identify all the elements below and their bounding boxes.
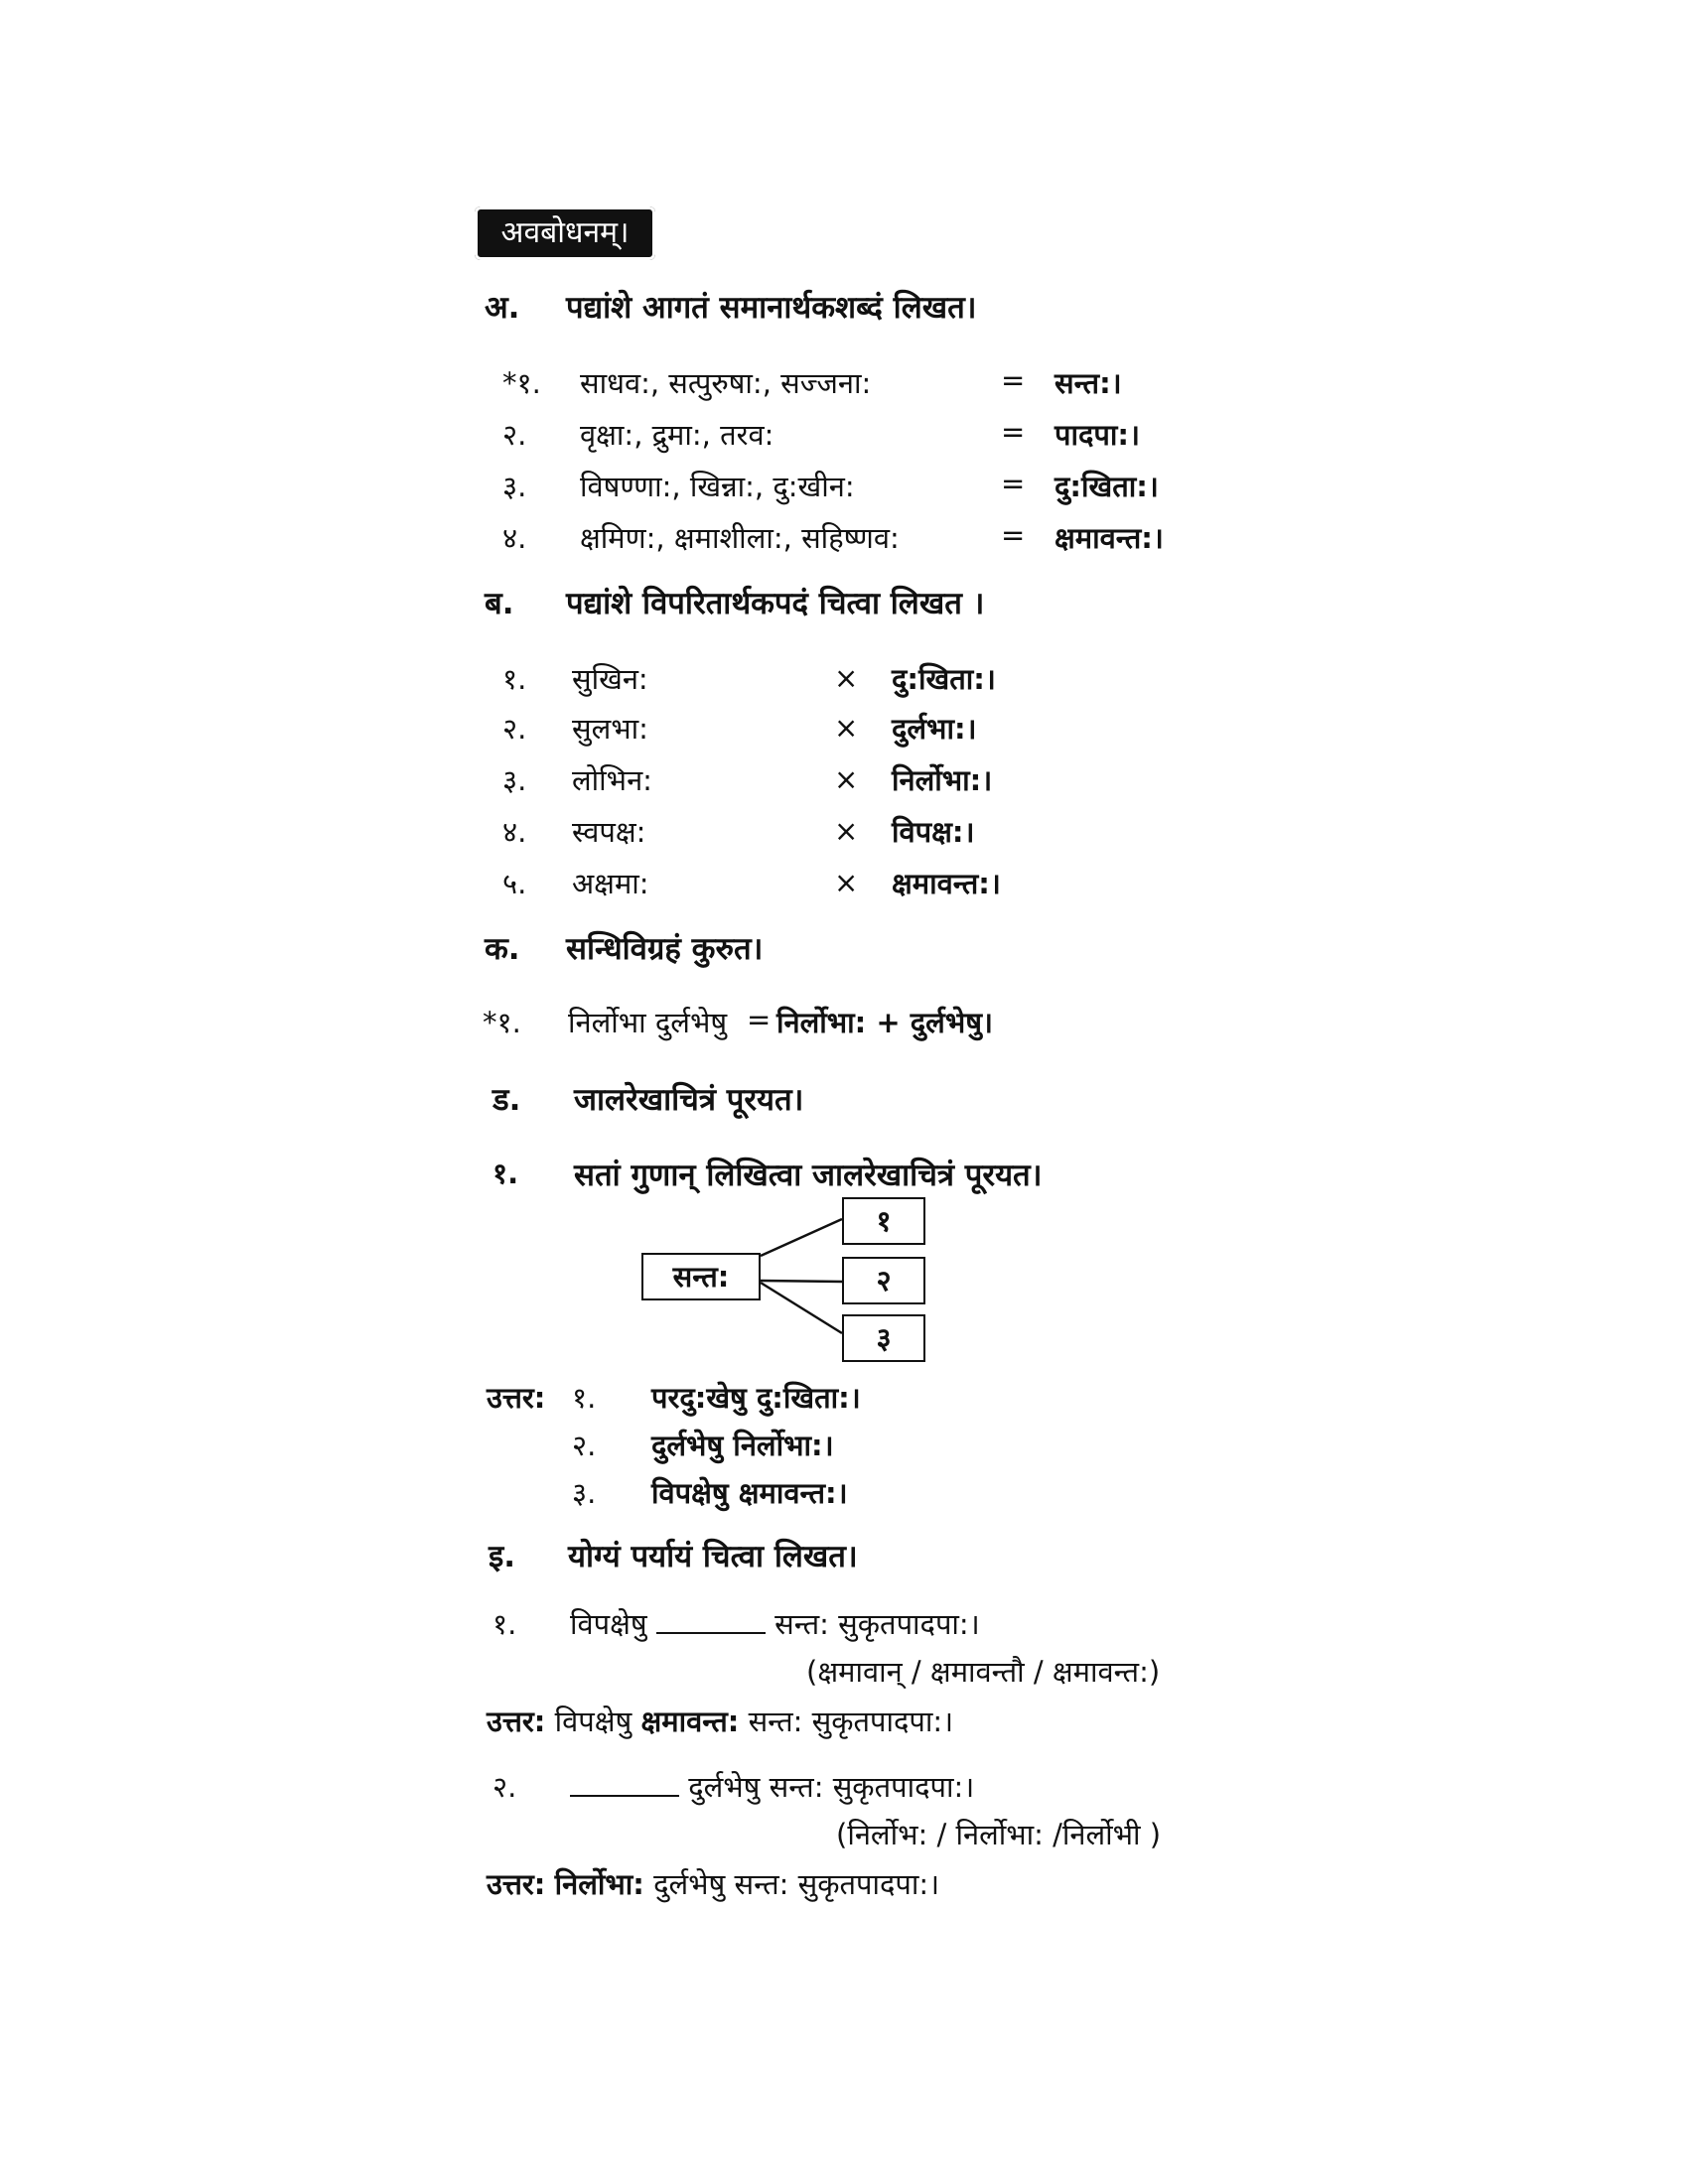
- diagram-box-3: ३: [842, 1314, 925, 1362]
- a-item-4-eq: =: [1001, 518, 1026, 552]
- section-e-letter: इ.: [489, 1539, 515, 1574]
- a-item-2-num: २.: [502, 418, 527, 452]
- c-item-num: *१.: [483, 1006, 521, 1039]
- a-item-1-num: *१.: [502, 366, 541, 400]
- section-c-title: सन्धिविग्रहं कुरुत।: [566, 931, 764, 967]
- diagram-center-box: सन्त:: [641, 1253, 761, 1300]
- e-item-1-options: (क्षमावान् / क्षमावन्तौ / क्षमावन्त:): [806, 1655, 1161, 1689]
- e-item-1-after: सन्त: सुकृतपादपा:।: [774, 1607, 980, 1641]
- a-item-1-words: साधव:, सत्पुरुषा:, सज्जना:: [580, 366, 872, 400]
- b-item-4-num: ४.: [502, 815, 527, 849]
- b-item-3-sym: ×: [834, 762, 859, 796]
- b-item-1-sym: ×: [834, 661, 859, 695]
- section-b-letter: ब.: [485, 586, 514, 621]
- a-item-2-eq: =: [1001, 415, 1026, 449]
- e-item-1-num: १.: [492, 1607, 517, 1641]
- e-item-1-answer: [487, 1702, 953, 1740]
- a-item-3-words: विषण्णा:, खिन्ना:, दु:खीन:: [580, 470, 855, 503]
- a-item-2-words: वृक्षा:, द्रुमा:, तरव:: [580, 418, 774, 452]
- b-item-3-num: ३.: [502, 763, 527, 797]
- section-d-title: जालरेखाचित्रं पूरयत।: [574, 1082, 804, 1118]
- a-item-4-num: ४.: [502, 521, 527, 555]
- d-answer-label: उत्तर:: [487, 1381, 546, 1415]
- section-a-title: पद्यांशे आगतं समानार्थकशब्दं लिखत।: [566, 290, 977, 326]
- d-answer-1: परदु:खेषु दु:खिता:।: [651, 1381, 861, 1415]
- d-answer-1-num: १.: [572, 1381, 597, 1415]
- b-item-2-num: २.: [502, 712, 527, 746]
- a-item-1-eq: =: [1001, 363, 1026, 397]
- d-answer-2: दुर्लभेषु निर्लोभा:।: [651, 1429, 834, 1462]
- diagram-box-2: २: [842, 1257, 925, 1304]
- b-item-4-answer: विपक्ष:।: [892, 815, 975, 849]
- d-answer-3: विपक्षेषु क्षमावन्त:।: [651, 1476, 848, 1510]
- a-item-3-eq: =: [1001, 467, 1026, 500]
- section-badge: अवबोधनम्।: [475, 206, 655, 260]
- b-item-4-sym: ×: [834, 814, 859, 848]
- e-item-1-answer-bold: क्षमावन्त:: [640, 1705, 740, 1738]
- e-item-2-blank: [570, 1769, 679, 1797]
- d-answer-2-num: २.: [572, 1429, 597, 1462]
- b-item-1-num: १.: [502, 662, 527, 696]
- e-item-2-after: दुर्लभेषु सन्त: सुकृतपादपा:।: [688, 1770, 975, 1804]
- a-item-3-num: ३.: [502, 470, 527, 503]
- diagram-box-1: १: [842, 1197, 925, 1245]
- section-c-letter: क.: [485, 931, 520, 967]
- e-item-2-sentence: [570, 1767, 974, 1806]
- b-item-4-word: स्वपक्ष:: [572, 815, 646, 849]
- e-item-2-answer-bold: निर्लोभा:: [554, 1867, 644, 1901]
- e-item-2-answer-post: दुर्लभेषु सन्त: सुकृतपादपा:।: [653, 1867, 940, 1901]
- a-item-4-answer: क्षमावन्त:।: [1055, 521, 1164, 555]
- d-question-num: १.: [492, 1157, 519, 1190]
- b-item-1-word: सुखिन:: [572, 662, 648, 696]
- d-question: सतां गुणान् लिखित्वा जालरेखाचित्रं पूरयत।: [574, 1158, 1043, 1193]
- e-item-2-answer-label: उत्तर:: [487, 1867, 546, 1901]
- e-item-1-before: विपक्षेषु: [570, 1607, 647, 1641]
- b-item-5-answer: क्षमावन्त:।: [892, 867, 1001, 900]
- a-item-2-answer: पादपा:।: [1055, 418, 1140, 452]
- section-e-title: योग्यं पर्यायं चित्वा लिखत।: [568, 1539, 858, 1574]
- a-item-4-words: क्षमिण:, क्षमाशीला:, सहिष्णव:: [580, 521, 900, 555]
- b-item-5-word: अक्षमा:: [572, 867, 649, 900]
- b-item-2-word: सुलभा:: [572, 712, 648, 746]
- b-item-2-answer: दुर्लभा:।: [892, 712, 977, 746]
- c-item-eq: =: [747, 1003, 772, 1036]
- connector-line-2: [761, 1281, 842, 1282]
- e-item-1-blank: [656, 1606, 766, 1634]
- b-item-1-answer: दु:खिता:।: [892, 662, 996, 696]
- section-a-letter: अ.: [485, 290, 520, 326]
- e-item-2-answer: [487, 1864, 939, 1903]
- e-item-1-answer-post: सन्त: सुकृतपादपा:।: [748, 1705, 954, 1738]
- c-item-question: निर्लोभा दुर्लभेषु: [568, 1006, 728, 1039]
- e-item-1-sentence: [570, 1604, 980, 1643]
- b-item-5-sym: ×: [834, 866, 859, 899]
- e-item-1-answer-pre: विपक्षेषु: [554, 1705, 633, 1738]
- d-answer-3-num: ३.: [572, 1476, 597, 1510]
- c-item-answer: निर्लोभा: + दुर्लभेषु।: [776, 1006, 993, 1039]
- section-d-letter: ड.: [492, 1082, 521, 1118]
- connector-line-1: [761, 1219, 842, 1256]
- e-item-2-options: (निर्लोभ: / निर्लोभा: /निर्लोभी ): [836, 1818, 1162, 1851]
- e-item-2-num: २.: [492, 1770, 517, 1804]
- b-item-2-sym: ×: [834, 711, 859, 745]
- section-b-title: पद्यांशे विपरितार्थकपदं चित्वा लिखत ।: [566, 586, 985, 621]
- e-item-1-answer-label: उत्तर:: [487, 1705, 546, 1738]
- b-item-3-answer: निर्लोभा:।: [892, 763, 993, 797]
- a-item-1-answer: सन्त:।: [1055, 366, 1122, 400]
- connector-line-3: [761, 1283, 842, 1333]
- b-item-5-num: ५.: [502, 867, 527, 900]
- a-item-3-answer: दु:खिता:।: [1055, 470, 1159, 503]
- b-item-3-word: लोभिन:: [572, 763, 652, 797]
